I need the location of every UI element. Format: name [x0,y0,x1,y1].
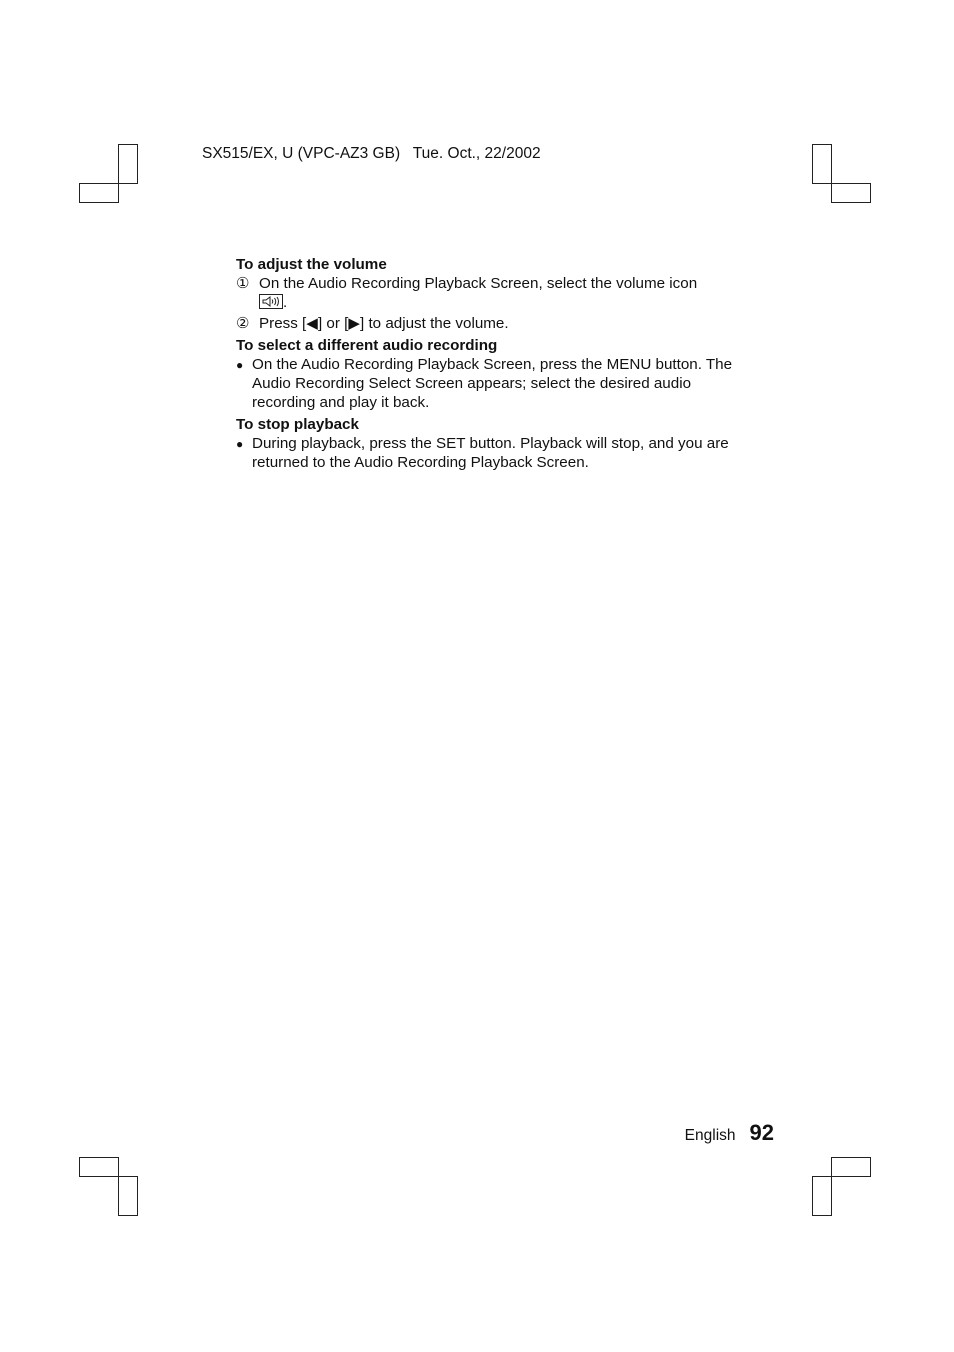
step-item [236,274,756,312]
section-adjust-volume [236,255,756,333]
crop-mark-top-right-horizontal [831,183,871,203]
step-number: ① [236,275,250,292]
section-heading: To select a different audio recording [236,337,498,354]
crop-mark-bottom-left-vertical [118,1176,138,1216]
bullet-text: During playback, press the SET button. Playback will stop, and you are returned to the Audio Recording Playback Screen. [252,435,729,471]
footer-language: English [684,1127,736,1144]
step-text-suffix: . [283,294,288,311]
step-number: ② [236,315,250,332]
bullet-item [236,434,756,472]
bullet-icon: ● [236,437,244,451]
crop-mark-top-left-vertical [118,144,138,184]
bullet-text: On the Audio Recording Playback Screen, press the MENU button. The Audio Recording Select Screen appears; select the desired audio recording and play it back. [252,356,733,411]
section-heading: To stop playback [236,416,359,433]
section-select-recording [236,336,756,412]
page-footer [685,1120,774,1146]
header-date: Tue. Oct., 22/2002 [412,145,541,162]
volume-icon [259,294,283,309]
crop-mark-bottom-right-vertical [812,1176,832,1216]
print-header [202,145,541,163]
page-number: 92 [749,1120,774,1145]
crop-mark-bottom-left-horizontal [79,1157,119,1177]
section-stop-playback [236,415,756,472]
section-heading: To adjust the volume [236,256,387,273]
step-text: On the Audio Recording Playback Screen, select the volume icon [259,275,698,292]
step-text: Press [◀] or [▶] to adjust the volume. [259,315,509,332]
crop-mark-top-left-horizontal [79,183,119,203]
bullet-item [236,355,756,412]
page-content [236,255,756,472]
header-model: SX515/EX, U (VPC-AZ3 GB) [202,145,401,162]
crop-mark-bottom-right-horizontal [831,1157,871,1177]
bullet-icon: ● [236,358,244,372]
crop-mark-top-right-vertical [812,144,832,184]
step-item [236,314,756,333]
